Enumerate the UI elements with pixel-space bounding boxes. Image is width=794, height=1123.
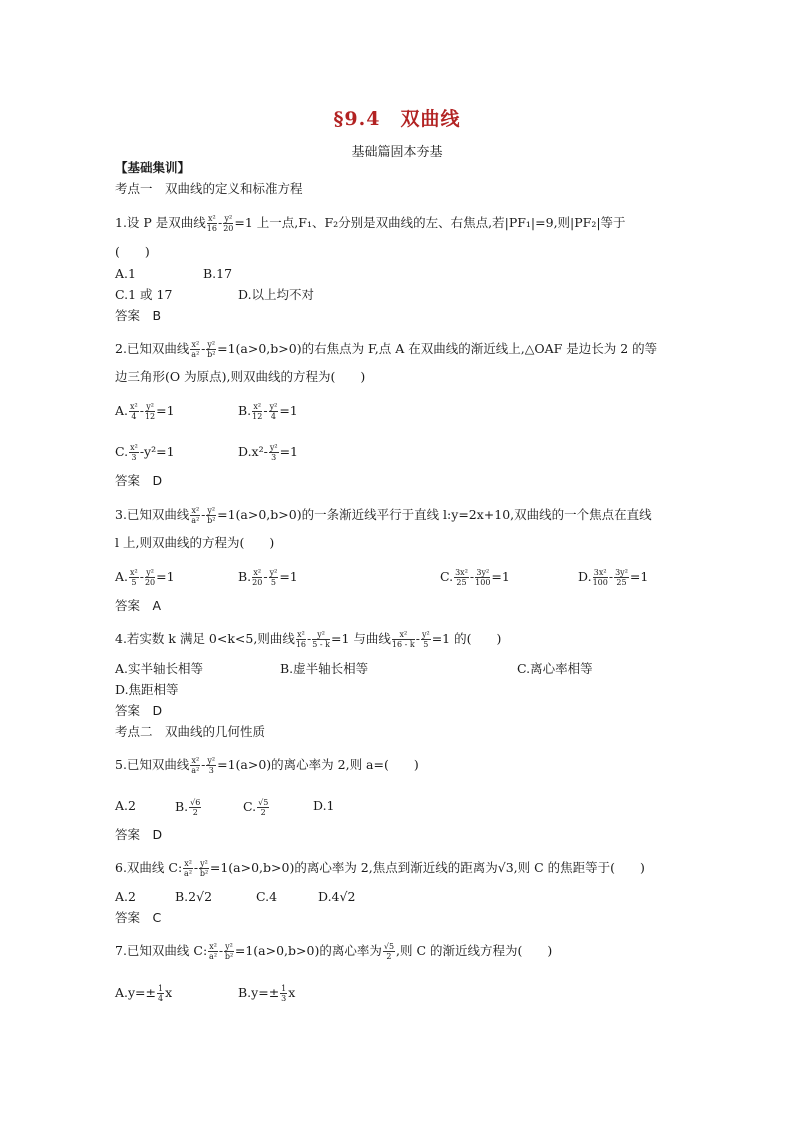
question-6: 6.双曲线 C: $\frac{\text{x²}}{\text{a²}}$ - $\frac{\text{y²}}{\text{b²}}$ =1(a>0,b>0)的离心率为 2,焦点到渐近线的距离为√3,则 C 的焦距等于( ) <box>115 859 645 878</box>
q4-stem: 4.若实数 k 满足 0<k<5,则曲线 <box>115 631 295 646</box>
q3-stem-cont: =1(a>0,b>0)的一条渐近线平行于直线 l:y=2x+10,双曲线的一个焦点在直线 <box>217 507 652 522</box>
q1-stem: 1.设 P 是双曲线 <box>115 215 206 230</box>
question-2: 2.已知双曲线 $\frac{\text{x²}}{\text{a²}}$ - $\frac{\text{y²}}{\text{b²}}$ =1(a>0,b>0)的右焦点为 F,点 A 在双曲线的渐近线上,△OAF 是边长为 2 的等 <box>115 340 658 359</box>
q6-option-b: B.2√2 <box>175 889 213 904</box>
q1-stem-cont: =1 上一点,F₁、F₂分别是双曲线的左、右焦点,若|PF₁|=9,则|PF₂|等于 <box>234 215 626 230</box>
q6-option-c: C.4 <box>256 889 278 904</box>
page-subtitle: 基础篇固本夯基 <box>351 145 443 160</box>
q2-option-d: D.x²- $\frac{\text{y²}}{3}$ =1 <box>238 443 299 462</box>
q3-line2: l 上,则双曲线的方程为( ) <box>115 535 275 550</box>
q4-option-c: C.离心率相等 <box>517 661 593 676</box>
page-title: §9.4 双曲线 <box>333 108 461 130</box>
q2-line2: 边三角形(O 为原点),则双曲线的方程为( ) <box>115 369 366 384</box>
q4-option-a: A.实半轴长相等 <box>115 661 204 676</box>
q6-option-a: A.2 <box>115 889 136 904</box>
q7-option-b: B.y=± $\frac{1}{3}$ x <box>238 984 296 1003</box>
fraction: $\frac{\text{y²}}{20}$ <box>223 214 234 233</box>
q2-stem: 2.已知双曲线 <box>115 341 190 356</box>
q7-stem: 7.已知双曲线 C: <box>115 943 208 958</box>
q2-answer: 答案 D <box>115 473 163 488</box>
topic-heading-2: 考点二 双曲线的几何性质 <box>115 724 266 739</box>
q1-option-d: D.以上均不对 <box>238 287 315 302</box>
q6-option-d: D.4√2 <box>318 889 356 904</box>
q5-stem: 5.已知双曲线 <box>115 757 190 772</box>
q2-option-c: C. $\frac{\text{x²}}{3}$ -y²=1 <box>115 443 175 462</box>
q6-answer: 答案 C <box>115 910 162 925</box>
question-3: 3.已知双曲线 $\frac{\text{x²}}{\text{a²}}$ - $\frac{\text{y²}}{\text{b²}}$ =1(a>0,b>0)的一条渐近线平行于直线 l:y=2x+10,双曲线的一个焦点在直线 <box>115 506 652 525</box>
q7-option-a: A.y=± $\frac{1}{4}$ x <box>115 984 173 1003</box>
fraction: $\frac{\text{x²}}{\text{a²}}$ <box>191 340 200 359</box>
q5-option-a: A.2 <box>115 798 136 813</box>
q3-stem: 3.已知双曲线 <box>115 507 190 522</box>
question-5: 5.已知双曲线 $\frac{\text{x²}}{\text{a²}}$ - $\frac{\text{y²}}{3}$ =1(a>0)的离心率为 2,则 a=( ) <box>115 756 419 775</box>
fraction: $\frac{\text{y²}}{\text{b²}}$ <box>207 340 216 359</box>
q1-paren: ( ) <box>115 244 150 259</box>
question-7: 7.已知双曲线 C: $\frac{\text{x²}}{\text{a²}}$ - $\frac{\text{y²}}{\text{b²}}$ =1(a>0,b>0)的离心率为 $\frac{√5}{2}$ ,则 C 的渐近线方程为( ) <box>115 942 553 961</box>
q3-option-c: C. $\frac{\text{3x²}}{25}$ - $\frac{\text{3y²}}{100}$ =1 <box>440 568 510 587</box>
q3-option-b: B. $\frac{\text{x²}}{20}$ - $\frac{\text{y²}}{5}$ =1 <box>238 568 298 587</box>
q3-answer: 答案 A <box>115 598 162 613</box>
question-1: 1.设 P 是双曲线 $\frac{\text{x²}}{16}$ - $\frac{\text{y²}}{20}$ =1 上一点,F₁、F₂分别是双曲线的左、右焦点,若|PF₁|=9,则|PF₂|等于 <box>115 214 626 233</box>
q4-option-b: B.虚半轴长相等 <box>280 661 369 676</box>
q2-option-b: B. $\frac{\text{x²}}{12}$ - $\frac{\text{y²}}{4}$ =1 <box>238 402 298 421</box>
q1-option-a: A.1 <box>115 266 136 281</box>
q2-option-a: A. $\frac{\text{x²}}{4}$ - $\frac{\text{y²}}{12}$ =1 <box>115 402 175 421</box>
question-4: 4.若实数 k 满足 0<k<5,则曲线 $\frac{\text{x²}}{16}$ - $\frac{\text{y²}}{5 - k}$ =1 与曲线 $\frac{\text{x²}}{16 - k}$ - $\frac{\text{y²}}{5}$ =1 的( ) <box>115 630 502 649</box>
topic-heading-1: 考点一 双曲线的定义和标准方程 <box>115 181 303 196</box>
fraction: $\frac{\text{x²}}{16}$ <box>206 214 217 233</box>
q4-answer: 答案 D <box>115 703 163 718</box>
section-label: 【基础集训】 <box>115 160 191 175</box>
q3-option-d: D. $\frac{\text{3x²}}{100}$ - $\frac{\text{3y²}}{25}$ =1 <box>578 568 649 587</box>
q5-option-d: D.1 <box>313 798 335 813</box>
q5-answer: 答案 D <box>115 827 163 842</box>
q1-option-c: C.1 或 17 <box>115 287 173 302</box>
q3-option-a: A. $\frac{\text{x²}}{5}$ - $\frac{\text{y²}}{20}$ =1 <box>115 568 175 587</box>
q6-stem: 6.双曲线 C: <box>115 860 183 875</box>
q5-option-c: C. $\frac{√5}{2}$ <box>243 798 269 817</box>
q1-option-b: B.17 <box>203 266 233 281</box>
q4-option-d: D.焦距相等 <box>115 682 179 697</box>
q1-answer: 答案 B <box>115 308 162 323</box>
q2-stem-cont: =1(a>0,b>0)的右焦点为 F,点 A 在双曲线的渐近线上,△OAF 是边长为 2 的等 <box>217 341 658 356</box>
q5-option-b: B. $\frac{√6}{2}$ <box>175 798 201 817</box>
